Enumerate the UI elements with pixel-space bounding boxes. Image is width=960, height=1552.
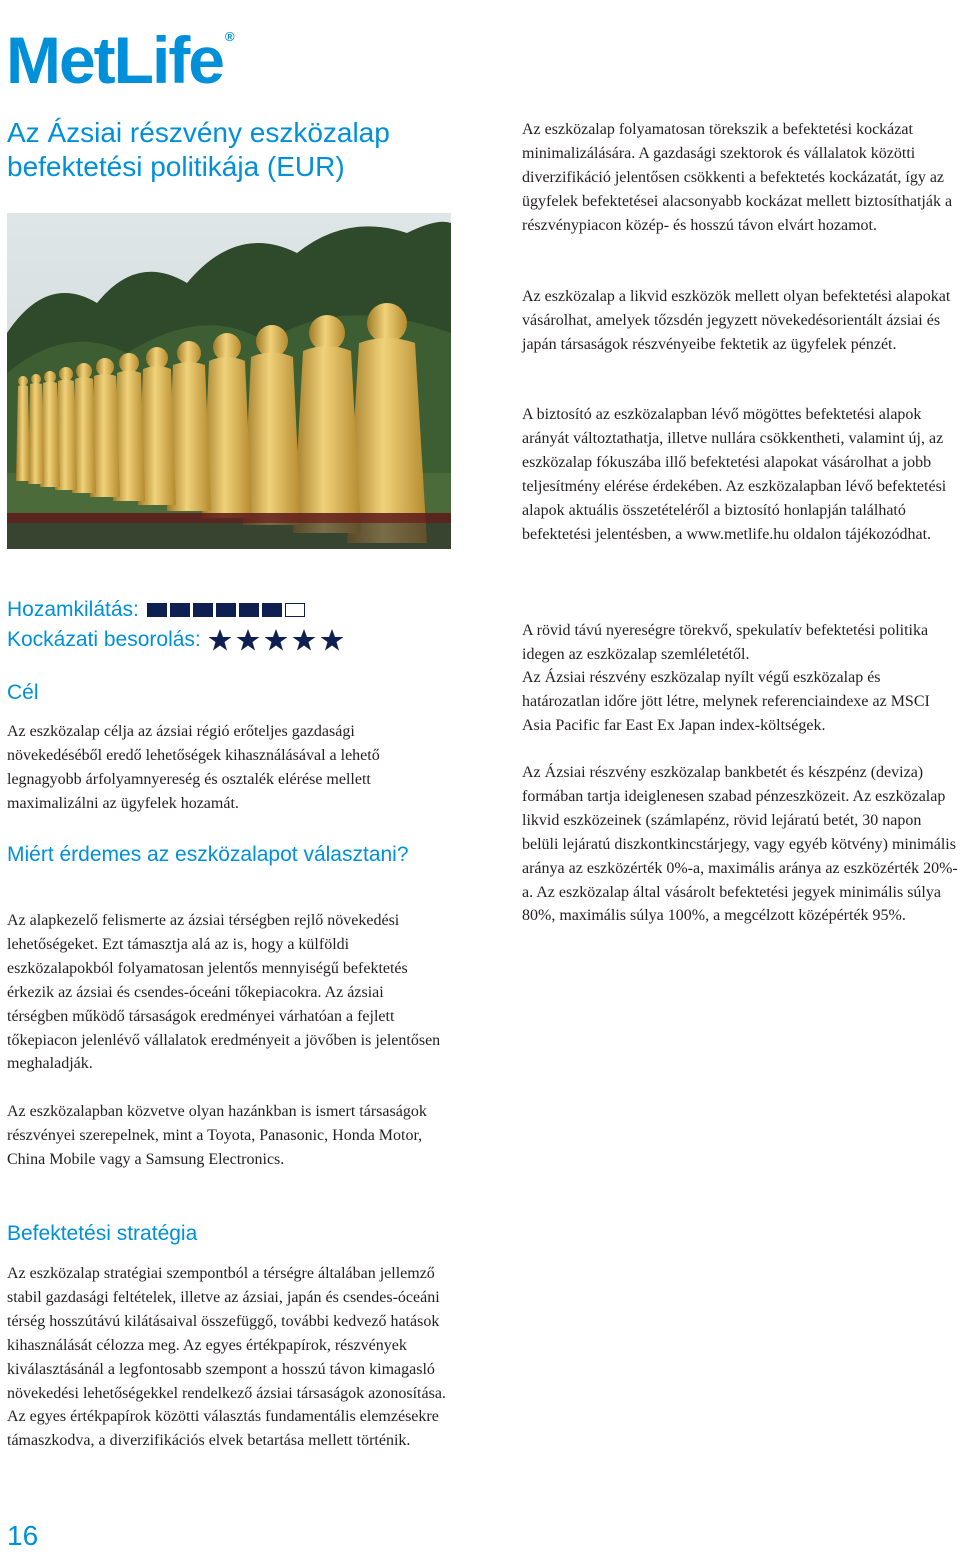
right-paragraph-3: A biztosító az eszközalapban lévő mögöttes befektetési alapok arányát változtathatja, illetve nullára csökkentheti, valamint új, az eszközalap fókuszába illő befektetési alapokat vásárolhat a jobb teljesítmény elérése érdekében. Az eszközalapban lévő befektetési alapok aktuális összetételéről a biztosító honlapján található befektetési jelentésben, a www.metlife.hu oldalon tájékozódhat. xyxy=(522,406,947,543)
rating-box-filled xyxy=(170,603,190,617)
cel-heading: Cél xyxy=(7,681,39,704)
logo-text: MetLife xyxy=(6,23,223,97)
risk-stars xyxy=(207,628,345,652)
kockazati-besorolas-rating xyxy=(7,626,467,654)
hozamkilatas-rating xyxy=(7,596,467,624)
rating-box-empty xyxy=(285,603,305,617)
right-paragraph-5: Az Ázsiai részvény eszközalap bankbetét és készpénz (deviza) formában tartja ideiglenesen szabad pénzeszközeit. Az eszközalap likvid eszközeinek (számlapénz, rövid lejáratú betét, 30 napon belüli lejáratú diszkontkincstárjegy, vagy egyéb kötvény) minimális aránya az eszközérték 0%-a, maximális aránya az eszközérték 20%-a. Az eszközalap által vásárolt befektetési jegyek minimális súlya 80%, maximális súlya 100%, a megcélzott középérték 95%. xyxy=(522,764,958,925)
cel-text: Az eszközalap célja az ázsiai régió erőteljes gazdasági növekedéséből eredő lehetőségek kihasználásával a lehető legnagyobb árfolyamnyereség és osztalék elérése mellett maximalizálni az ügyfelek hozamát. xyxy=(7,723,380,812)
page-title: Az Ázsiai részvény eszközalap befektetési politikája (EUR) xyxy=(7,117,390,182)
registered-mark: ® xyxy=(225,29,235,44)
star-icon xyxy=(207,628,233,652)
right-paragraph-4b: Az Ázsiai részvény eszközalap nyílt végű eszközalap és határozatlan időre jött létre, melynek referenciaindexe az MSCI Asia Pacific far East Ex Japan index-költségek. xyxy=(522,669,930,734)
miert-text-1: Az alapkezelő felismerte az ázsiai térségben rejlő növekedési lehetőségeket. Ezt támasztja alá az is, hogy a külföldi eszközalapokból folyamatosan jelentős mennyiségű befektetés érkezik az ázsiai és csendes-óceáni tőkepiacokra. Az ázsiai térségben működő társaságok eredményei várhatóan a fejlett tőkepiacon jelenlévő vállalatok eredményeit a jövőben is jelentősen meghaladják. xyxy=(7,912,441,1073)
miert-heading: Miért érdemes az eszközalapot választani? xyxy=(7,843,409,866)
right-paragraph-2: Az eszközalap a likvid eszközök mellett olyan befektetési alapokat vásárolhat, amelyek tőzsdén jegyzett növekedésorientált ázsiai és japán társaságok részvényeibe fektetik az ügyfelek pénzét. xyxy=(522,288,951,353)
right-paragraph-1: Az eszközalap folyamatosan törekszik a befektetési kockázat minimalizálására. A gazdasági szektorok és vállalatok közötti diverzifikáció jelentősen csökkenti a befektetés kockázatát, így az ügyfelek befektetései alacsonyabb kockázat mellett biztosíthatják a részvénypiacon közép- és hosszú távon elvárt hozamot. xyxy=(522,121,953,234)
hozam-boxes xyxy=(147,603,305,617)
strategia-heading: Befektetési stratégia xyxy=(7,1222,198,1245)
star-icon xyxy=(291,628,317,652)
star-icon xyxy=(235,628,261,652)
rating-box-filled xyxy=(147,603,167,617)
miert-text-2: Az eszközalapban közvetve olyan hazánkban is ismert társaságok részvényei szerepelnek, mint a Toyota, Panasonic, Honda Motor, China Mobile vagy a Samsung Electronics. xyxy=(7,1103,427,1168)
metlife-logo xyxy=(6,2,235,95)
page-number: 16 xyxy=(7,1520,39,1551)
rating-box-filled xyxy=(216,603,236,617)
star-icon xyxy=(319,628,345,652)
right-paragraph-4a: A rövid távú nyereségre törekvő, spekulatív befektetési politika idegen az eszközalap szemléletétől. xyxy=(522,622,929,663)
kockazati-besorolas-label: Kockázati besorolás: xyxy=(7,628,201,651)
buddha-statues-photo xyxy=(7,213,451,549)
rating-box-filled xyxy=(193,603,213,617)
star-icon xyxy=(263,628,289,652)
hozamkilatas-label: Hozamkilátás: xyxy=(7,598,139,621)
rating-box-filled xyxy=(239,603,259,617)
rating-box-filled xyxy=(262,603,282,617)
strategia-text: Az eszközalap stratégiai szempontból a térségre általában jellemző stabil gazdasági feltételek, illetve az ázsiai, japán és csendes-óceáni térség hosszútávú kilátásaival összefüggő, további kedvező hatások kihasználását célozza meg. Az egyes értékpapírok, részvények kiválasztásánál a legfontosabb szempont a hosszú távon kimagasló növekedési lehetőségekkel rendelkező ázsiai társaságok azonosítása. Az egyes értékpapírok közötti választás fundamentális elemzésekre támaszkodva, a diverzifikációs elvek betartása mellett történik. xyxy=(7,1265,446,1450)
